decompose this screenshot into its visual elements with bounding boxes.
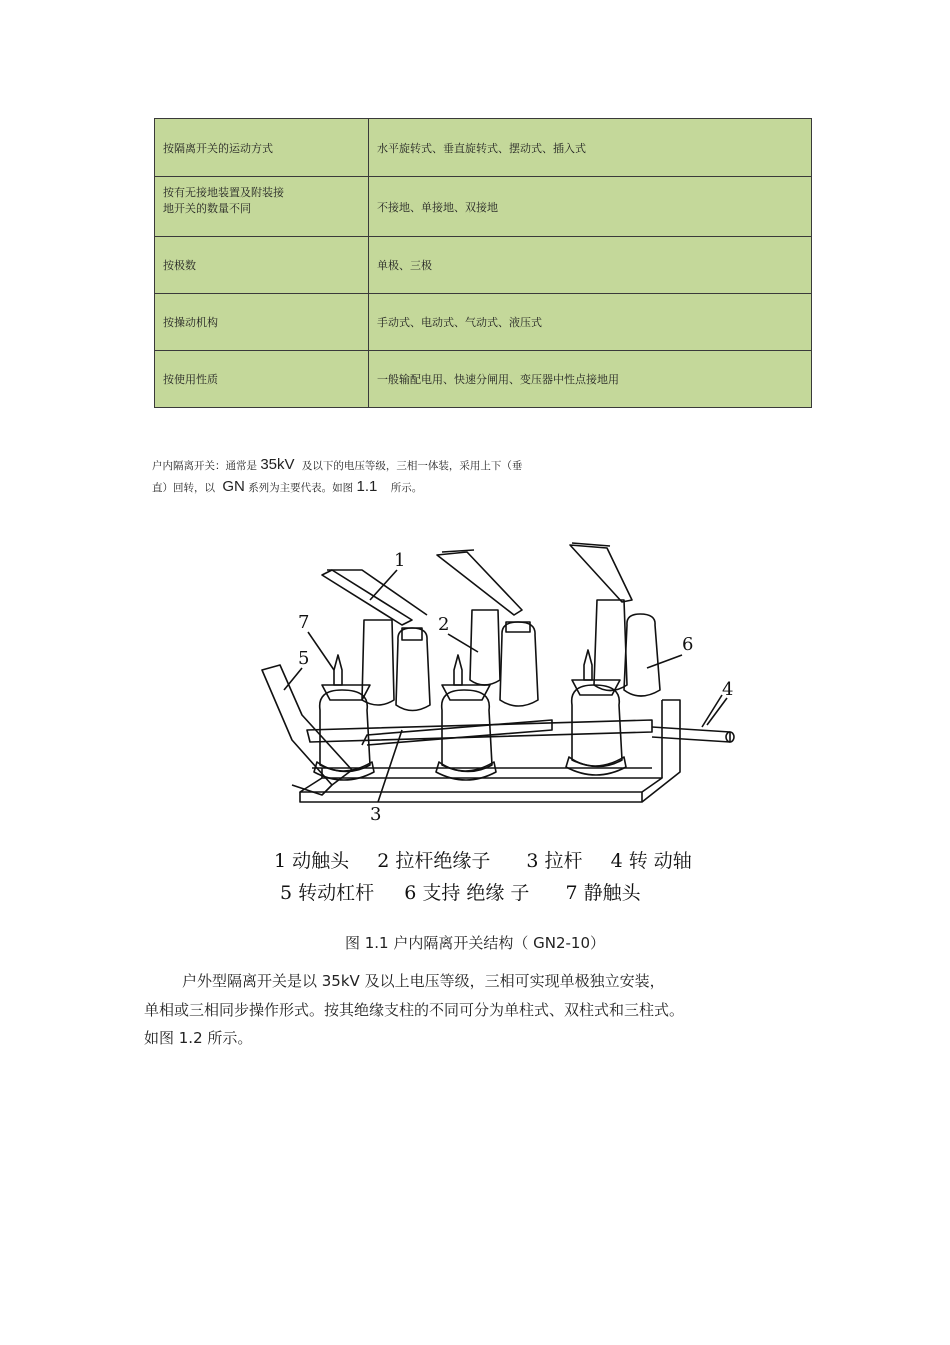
table-cell-value: 单极、三极 [369, 237, 812, 294]
table-cell-value: 一般输配电用、快速分闸用、变压器中性点接地用 [369, 351, 812, 408]
table-cell-label: 按极数 [155, 237, 369, 294]
intro-line-1 [152, 456, 522, 473]
callout-2: 2 [438, 614, 450, 635]
table-cell-label: 按操动机构 [155, 294, 369, 351]
figure-caption: 图 1.1 户内隔离开关结构（ GN2-10） [344, 934, 606, 952]
intro-figref: 1.1 [356, 478, 378, 495]
callout-4: 4 [722, 679, 734, 700]
outdoor-line-3: 如图 1.2 所示。 [144, 1029, 253, 1047]
table-cell-label [155, 177, 369, 237]
callouts [298, 550, 733, 825]
table-row [155, 237, 812, 294]
callout-7: 7 [298, 612, 310, 633]
intro-text: 及以下的电压等级，三相一体装，采用上下（垂 [301, 460, 523, 472]
outdoor-line-1: 户外型隔离开关是以 35kV 及以上电压等级，三相可实现单极独立安装， [182, 972, 665, 990]
intro-series: GN [222, 478, 245, 495]
table-cell-label: 按使用性质 [155, 351, 369, 408]
moving-contacts [322, 543, 632, 625]
table-cell-value: 水平旋转式、垂直旋转式、摆动式、插入式 [369, 119, 812, 177]
intro-voltage: 35kV [260, 456, 295, 473]
callout-5: 5 [298, 648, 310, 669]
table-row [155, 177, 812, 237]
insulator-front-middle [436, 655, 496, 780]
legend-item: 4 转 动轴 [610, 850, 692, 872]
legend-item: 3 拉杆 [526, 850, 583, 872]
insulator-front-right [566, 650, 626, 775]
legend-item: 7 静触头 [565, 882, 641, 904]
disconnector-diagram [252, 540, 752, 830]
callout-3: 3 [370, 804, 382, 825]
legend-item: 6 支持 绝缘 子 [404, 882, 530, 904]
table-row [155, 294, 812, 351]
intro-text: 户内隔离开关：通常是 [152, 460, 257, 472]
table-row [155, 351, 812, 408]
table-cell-label-line: 按有无接地装置及附装接 [163, 185, 284, 199]
intro-text: 系列为主要代表。如图 [248, 482, 354, 494]
legend-item: 1 动触头 [274, 850, 350, 872]
classification-table [154, 118, 812, 408]
table-cell-value: 手动式、电动式、气动式、液压式 [369, 294, 812, 351]
intro-line-2 [152, 478, 422, 495]
outdoor-line-2: 单相或三相同步操作形式。按其绝缘支柱的不同可分为单柱式、双柱式和三柱式。 [144, 1001, 685, 1019]
table-cell-label-line: 地开关的数量不同 [163, 201, 251, 215]
table-cell-label: 按隔离开关的运动方式 [155, 119, 369, 177]
legend-item: 5 转动杠杆 [280, 882, 375, 904]
insulator-rear-right [594, 600, 660, 696]
insulator-rear-middle [470, 610, 538, 706]
table-cell-value: 不接地、单接地、双接地 [369, 177, 812, 237]
legend-line-2 [280, 878, 641, 905]
table-row [155, 119, 812, 177]
legend-item: 2 拉杆绝缘子 [377, 850, 491, 872]
rotating-shaft [652, 695, 734, 742]
intro-text: 所示。 [390, 482, 423, 494]
intro-text: 直）回转，以 [152, 482, 215, 494]
insulator-rear-left [362, 620, 430, 711]
callout-6: 6 [682, 634, 694, 655]
legend-line-1 [274, 846, 692, 873]
callout-1: 1 [394, 550, 406, 571]
